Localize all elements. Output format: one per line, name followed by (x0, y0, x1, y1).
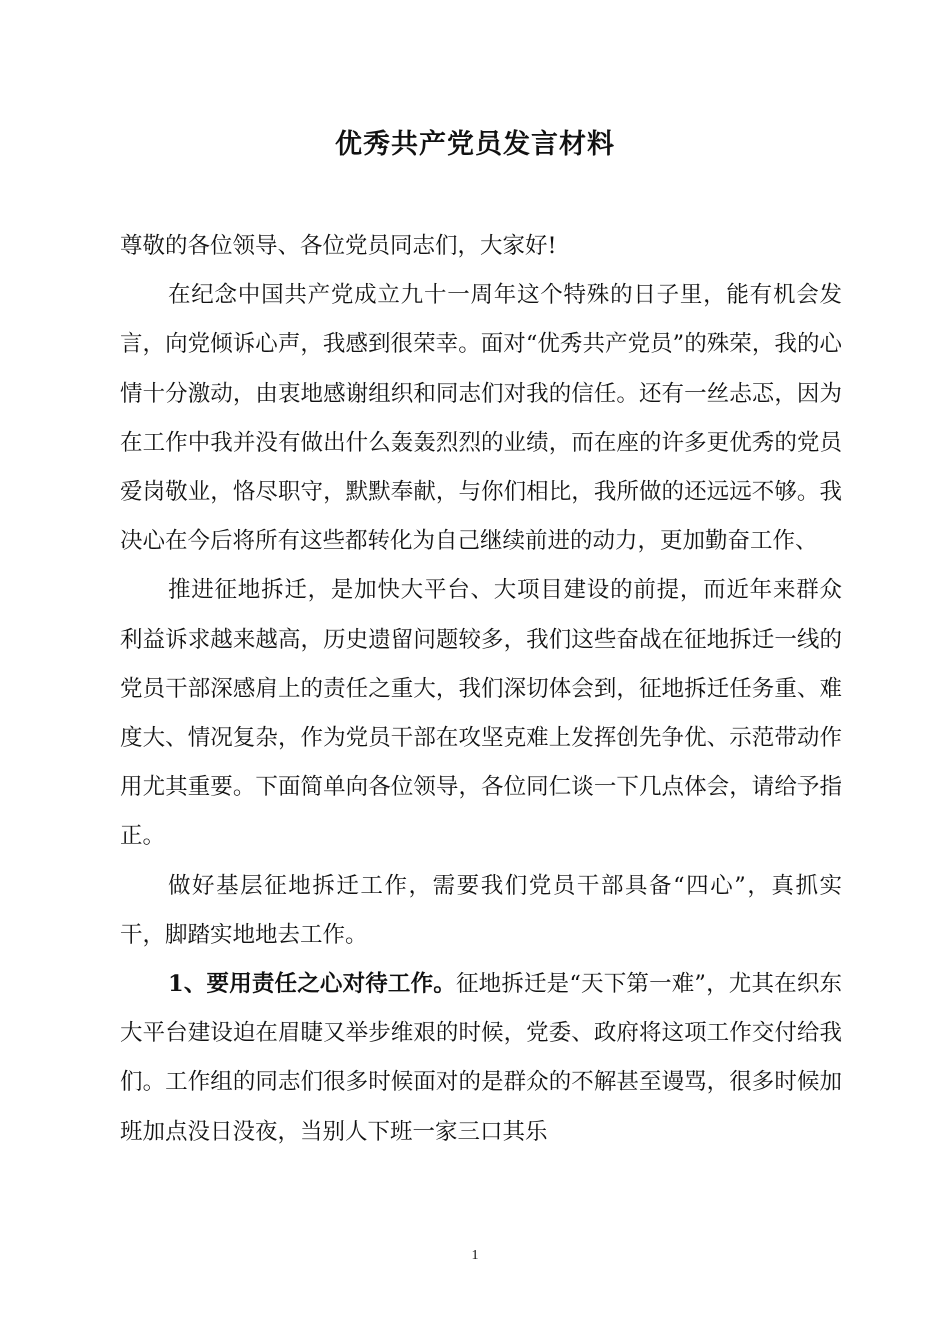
body-paragraph-3: 做好基层征地拆迁工作，需要我们党员干部具备“四心”，真抓实干，脚踏实地地去工作。 (120, 872, 842, 948)
page-number: 1 (471, 1248, 479, 1263)
point-1-heading: 1、要用责任之心对待工作。 (168, 971, 456, 998)
body-paragraph-2: 推进征地拆迁，是加快大平台、大项目建设的前提，而近年来群众利益诉求越来越高，历史遗留问题较多，我们这些奋战在征地拆迁一线的党员干部深感肩上的责任之重大，我们深切体会到，征地拆迁任务重、难度大、情况复杂，作为党员干部在攻坚克难上发挥创先争优、示范带动作用尤其重要。下面简单向各位领导，各位同仁谈一下几点体会，请给予指正。 (120, 577, 842, 850)
document-title: 优秀共产党员发言材料 (335, 129, 615, 160)
point-1-paragraph (120, 960, 842, 1157)
point-1-text: 征地拆迁是“天下第一难”，尤其在织东大平台建设迫在眉睫又举步维艰的时候，党委、政府将这项工作交付给我们。工作组的同志们很多时候面对的是群众的不解甚至谩骂，很多时候加班加点没日没夜，当别人下班一家三口其乐 (120, 971, 842, 1145)
body-paragraph-1: 在纪念中国共产党成立九十一周年这个特殊的日子里，能有机会发言，向党倾诉心声，我感到很荣幸。面对“优秀共产党员”的殊荣，我的心情十分激动，由衷地感谢组织和同志们对我的信任。还有一丝忐忑，因为在工作中我并没有做出什么轰轰烈烈的业绩，而在座的许多更优秀的党员爱岗敬业，恪尽职守，默默奉献，与你们相比，我所做的还远远不够。我决心在今后将所有这些都转化为自己继续前进的动力，更加勤奋工作、 (120, 282, 842, 555)
document-body (120, 222, 842, 1157)
greeting-paragraph: 尊敬的各位领导、各位党员同志们，大家好! (120, 233, 557, 259)
